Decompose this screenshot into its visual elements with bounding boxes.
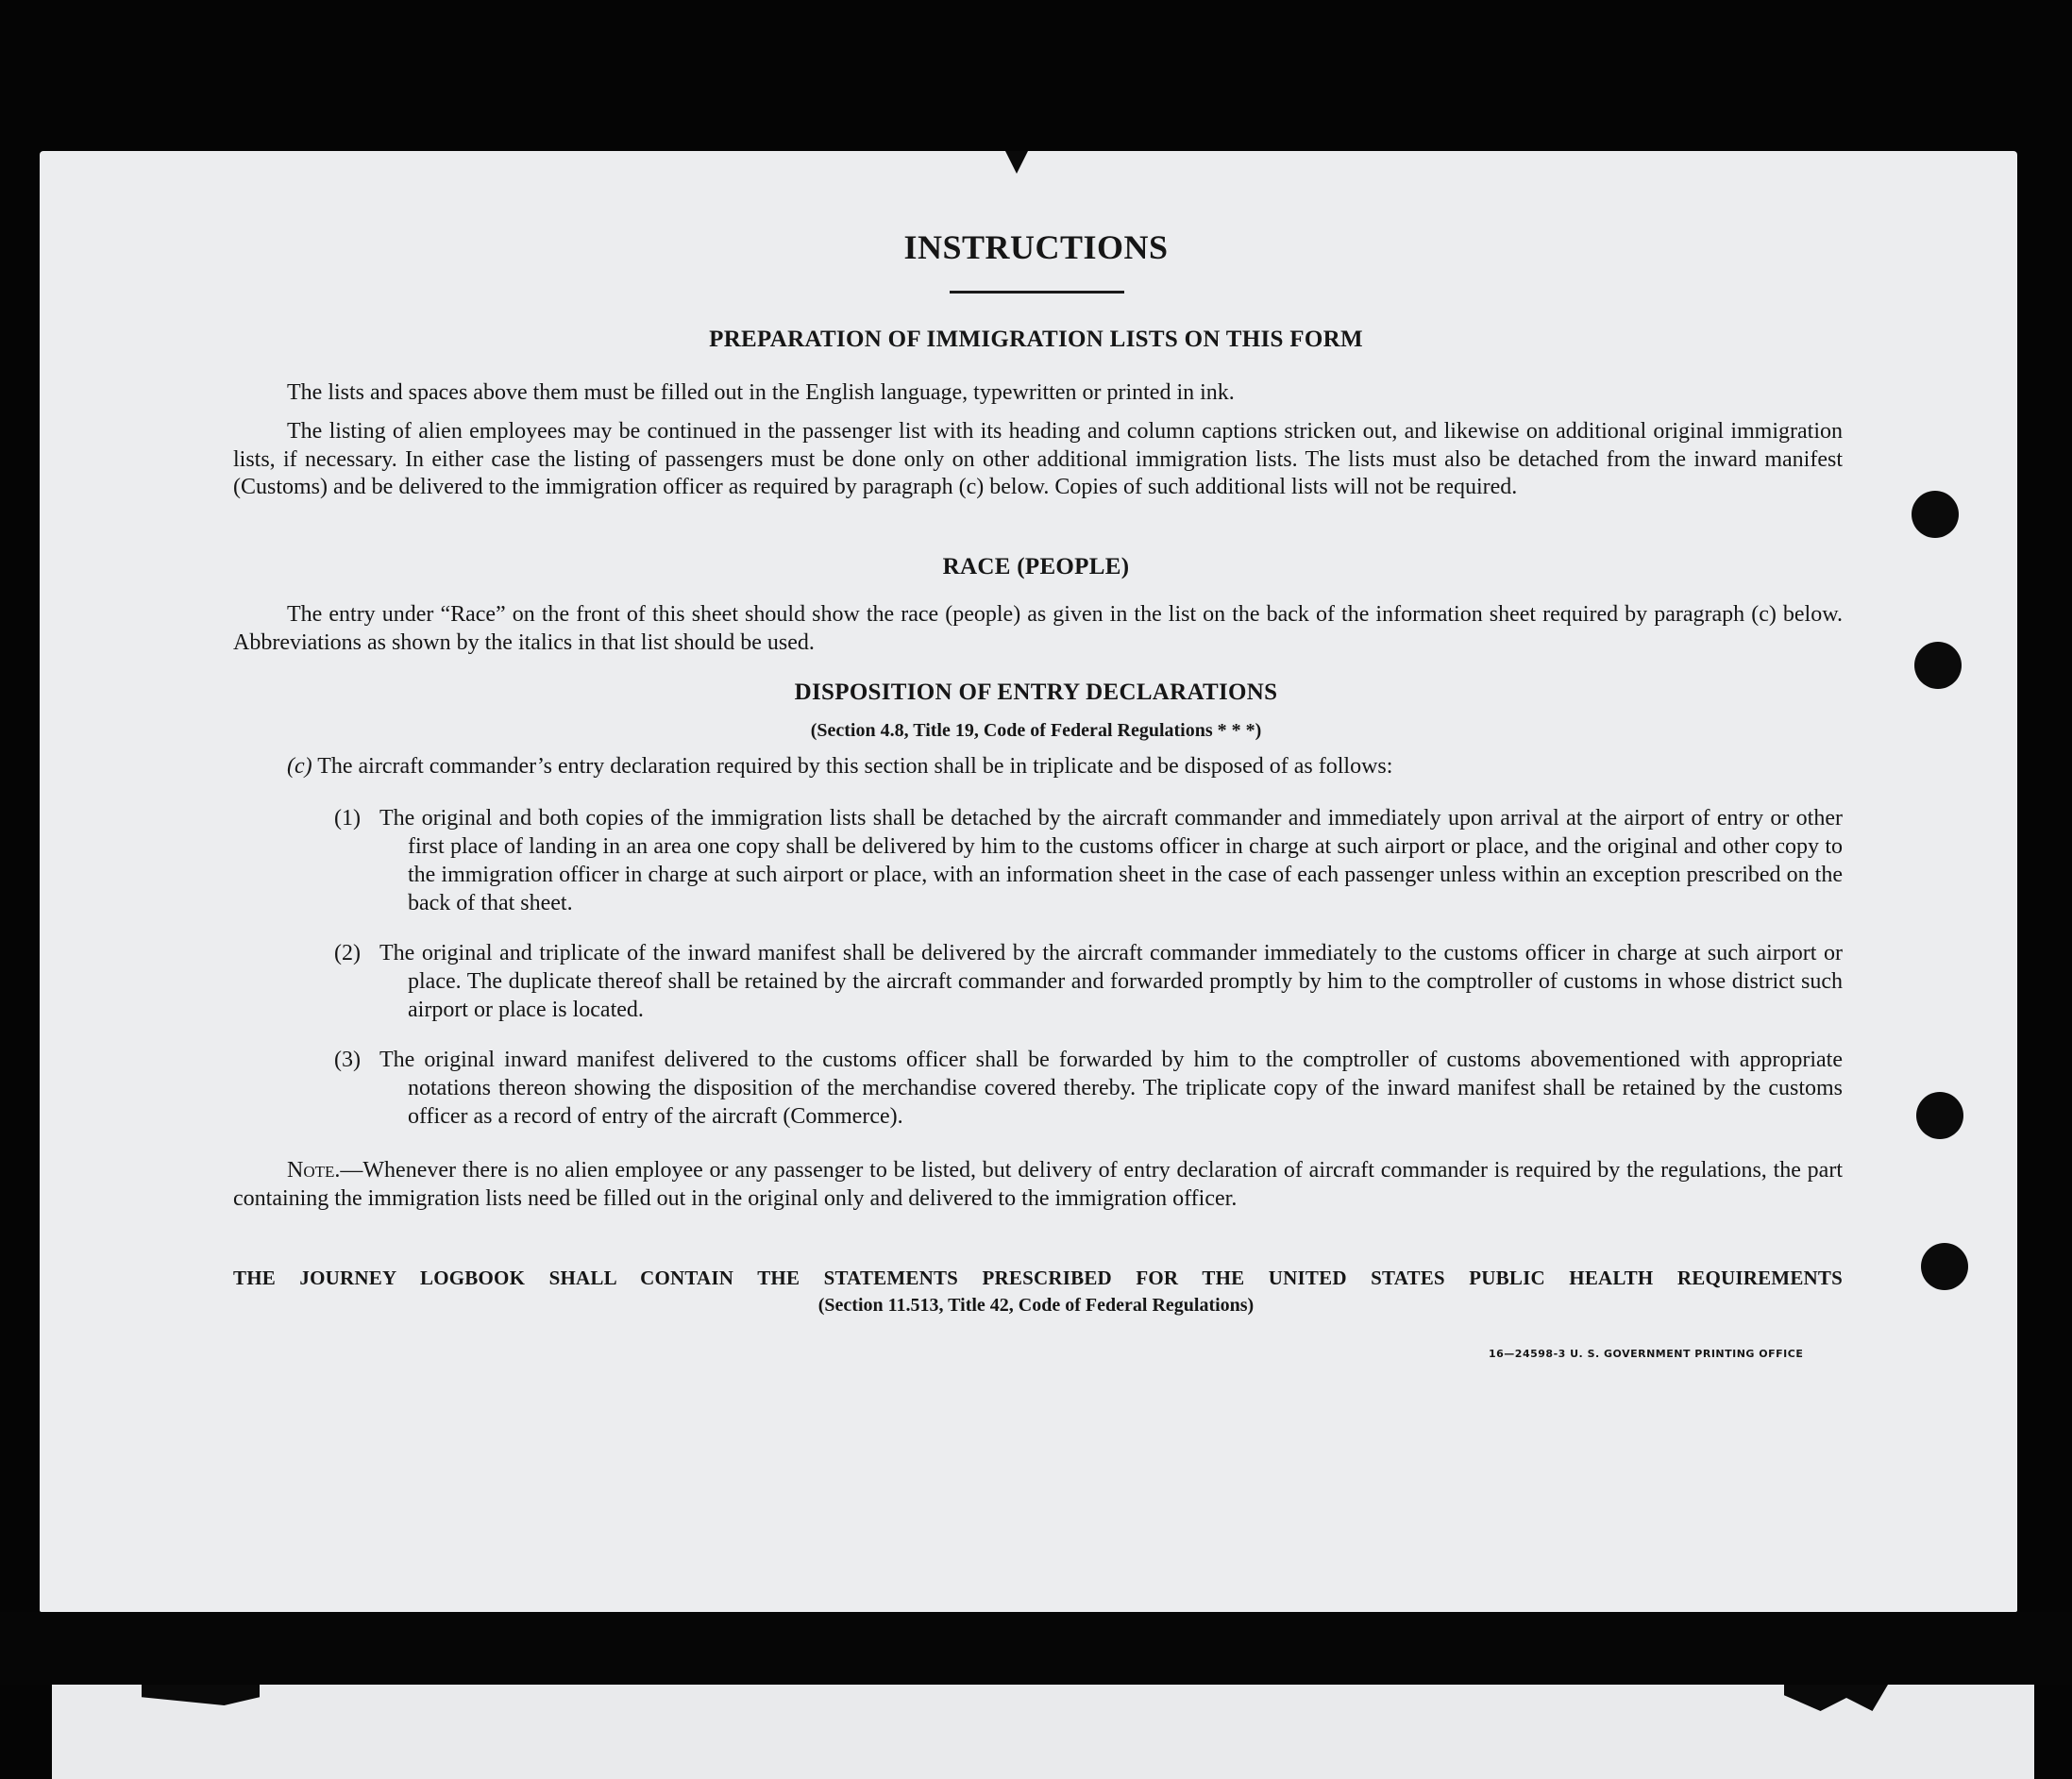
note-label: Note. — [287, 1158, 341, 1183]
item-number: (2) — [334, 941, 361, 965]
note-text: —Whenever there is no alien employee or any passenger to be listed, but delivery of entry declaration of aircraft commander is required by the regulations, the part containing the immigration lists need be filled out in the original only and delivered to the immigration officer. — [233, 1158, 1843, 1211]
logbook-citation: (Section 11.513, Title 42, Code of Federal Regulations) — [817, 1295, 1255, 1316]
item-number: (3) — [334, 1048, 361, 1072]
list-item — [334, 939, 1843, 1024]
section-heading-race: RACE (PEOPLE) — [942, 554, 1130, 579]
note-paragraph — [233, 1157, 1843, 1213]
list-item — [334, 1046, 1843, 1131]
list-item — [334, 804, 1843, 917]
punch-hole — [1921, 1243, 1968, 1290]
clause-text: The aircraft commander’s entry declaration required by this section shall be in triplicate and be disposed of as follows: — [317, 754, 1393, 779]
item-number: (1) — [334, 806, 361, 831]
item-text: The original and triplicate of the inward manifest shall be delivered by the aircraft commander immediately to the customs officer in charge at such airport or place. The duplicate thereof shall be retained by the aircraft commander and forwarded promptly by him to the comptroller of customs in whose district such airport or place is located. — [379, 941, 1843, 1022]
title-rule — [950, 291, 1124, 294]
page-title: INSTRUCTIONS — [903, 228, 1169, 266]
clause-label: (c) — [287, 754, 312, 779]
item-text: The original inward manifest delivered to the customs officer shall be forwarded by him to the comptroller of customs abovementioned with appropriate notations thereon showing the disposition of the merchandise covered thereby. The triplicate copy of the inward manifest shall be retained by the customs officer as a record of entry of the aircraft (Commerce). — [379, 1048, 1843, 1129]
printing-office-footer: 16—24598-3 U. S. GOVERNMENT PRINTING OFFICE — [1489, 1348, 1804, 1360]
paragraph-english-language: The lists and spaces above them must be filled out in the English language, typewritten or printed in ink. — [287, 380, 1235, 405]
paragraph-race-entry: The entry under “Race” on the front of this sheet should show the race (people) as given in the list on the back of the information sheet required by paragraph (c) below. Abbreviations as shown by the italics in that list should be used. — [233, 602, 1843, 655]
section-heading-disposition: DISPOSITION OF ENTRY DECLARATIONS — [794, 680, 1278, 705]
clause-c — [287, 752, 1845, 780]
logbook-statement: THE JOURNEY LOGBOOK SHALL CONTAIN THE STATEMENTS PRESCRIBED FOR THE UNITED STATES PUBLIC HEALTH REQUIREMENTS — [233, 1267, 1843, 1289]
punch-hole — [1916, 1092, 1963, 1139]
scan-border-strip — [0, 1612, 2072, 1685]
paragraph-alien-employees: The listing of alien employees may be continued in the passenger list with its heading and column captions stricken out, and likewise on additional original immigration lists, if necessary. In either case the listing of passengers must be done only on other additional immigration lists. The lists must also be detached from the inward manifest (Customs) and be delivered to the immigration officer as required by paragraph (c) below. Copies of such additional lists will not be required. — [233, 419, 1843, 499]
section-heading-preparation: PREPARATION OF IMMIGRATION LISTS ON THIS FORM — [709, 327, 1363, 352]
disposition-citation: (Section 4.8, Title 19, Code of Federal Regulations * * *) — [810, 720, 1262, 741]
item-text: The original and both copies of the immigration lists shall be detached by the aircraft commander and immediately upon arrival at the airport of entry or other first place of landing in an area one copy shall be delivered by him to the customs officer in charge at such airport or place, and the original and other copy to the immigration officer in charge at such airport or place, with an information sheet in the case of each passenger unless within an exception prescribed on the back of that sheet. — [379, 806, 1843, 915]
punch-hole — [1912, 491, 1959, 538]
next-page-edge — [52, 1685, 2034, 1779]
